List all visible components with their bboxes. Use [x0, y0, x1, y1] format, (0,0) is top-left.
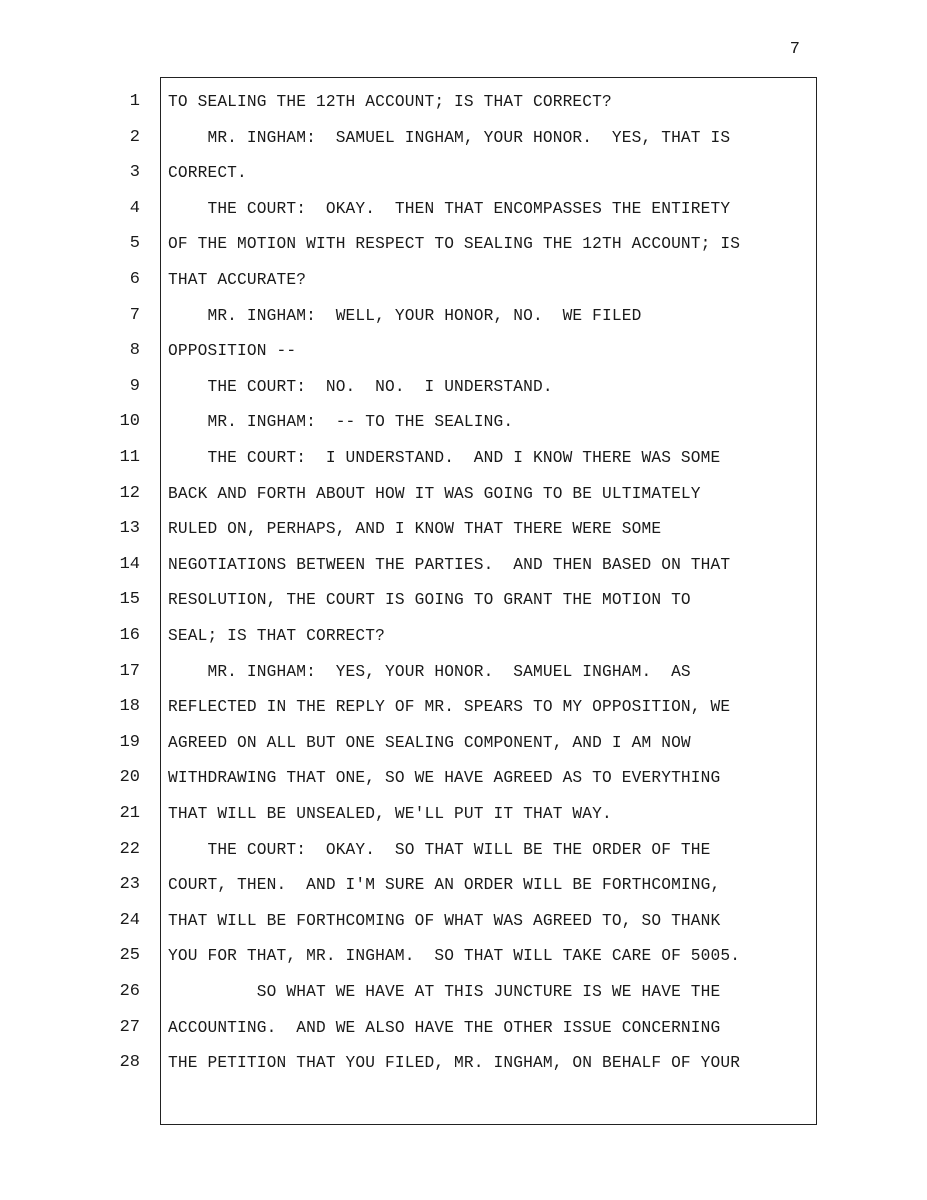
transcript-line: OF THE MOTION WITH RESPECT TO SEALING THE 12TH ACCOUNT; IS: [168, 235, 741, 254]
transcript-line: ACCOUNTING. AND WE ALSO HAVE THE OTHER ISSUE CONCERNING: [168, 1018, 721, 1037]
transcript-line: AGREED ON ALL BUT ONE SEALING COMPONENT, AND I AM NOW: [168, 733, 691, 752]
line-number: 1: [129, 92, 140, 111]
transcript-line: RULED ON, PERHAPS, AND I KNOW THAT THERE WERE SOME: [168, 520, 662, 539]
transcript-line: SO WHAT WE HAVE AT THIS JUNCTURE IS WE HAVE THE: [168, 983, 721, 1001]
transcript-line: THAT ACCURATE?: [168, 271, 307, 289]
line-number: 11: [119, 448, 140, 467]
line-number: 23: [119, 875, 140, 895]
transcript-line: MR. INGHAM: SAMUEL INGHAM, YOUR HONOR. YES, THAT IS: [168, 128, 731, 147]
line-number: 2: [129, 127, 140, 147]
transcript-line: CORRECT.: [168, 164, 247, 183]
transcript-line: COURT, THEN. AND I'M SURE AN ORDER WILL BE FORTHCOMING,: [168, 876, 721, 895]
transcript-line: THAT WILL BE UNSEALED, WE'LL PUT IT THAT WAY.: [168, 805, 612, 823]
transcript-line: REFLECTED IN THE REPLY OF MR. SPEARS TO MY OPPOSITION, WE: [168, 698, 731, 717]
line-number: 22: [119, 839, 140, 859]
line-number: 5: [129, 234, 140, 254]
line-number: 21: [119, 804, 140, 823]
line-number: 12: [119, 483, 140, 503]
transcript-line: THE PETITION THAT YOU FILED, MR. INGHAM, ON BEHALF OF YOUR: [168, 1054, 741, 1073]
line-number: 4: [129, 198, 140, 218]
transcript-line: NEGOTIATIONS BETWEEN THE PARTIES. AND THEN BASED ON THAT: [168, 555, 731, 574]
transcript-line: TO SEALING THE 12TH ACCOUNT; IS THAT CORRECT?: [168, 93, 612, 111]
line-number: 25: [119, 946, 140, 966]
line-number: 13: [119, 519, 140, 539]
line-number: 16: [119, 626, 140, 645]
line-number: 9: [129, 376, 140, 396]
line-number: 27: [119, 1017, 140, 1037]
line-number: 6: [129, 270, 140, 289]
line-number: 26: [119, 982, 140, 1001]
line-number: 15: [119, 590, 140, 610]
transcript-line: THE COURT: OKAY. SO THAT WILL BE THE ORDER OF THE: [168, 840, 711, 859]
line-number: 24: [119, 910, 140, 930]
line-number: 10: [119, 412, 140, 432]
line-number: 3: [129, 163, 140, 183]
line-number: 28: [119, 1053, 140, 1073]
line-number: 7: [129, 305, 140, 325]
transcript-line: OPPOSITION --: [168, 342, 297, 361]
transcript-line: SEAL; IS THAT CORRECT?: [168, 627, 386, 645]
transcript-line: WITHDRAWING THAT ONE, SO WE HAVE AGREED AS TO EVERYTHING: [168, 769, 721, 788]
transcript-line: THE COURT: I UNDERSTAND. AND I KNOW THERE WAS SOME: [168, 449, 721, 467]
transcript-line: MR. INGHAM: YES, YOUR HONOR. SAMUEL INGHAM. AS: [168, 662, 691, 681]
transcript-line: RESOLUTION, THE COURT IS GOING TO GRANT THE MOTION TO: [168, 591, 691, 610]
transcript-line: MR. INGHAM: WELL, YOUR HONOR, NO. WE FILED: [168, 306, 642, 325]
line-number: 18: [119, 697, 140, 717]
line-number: 14: [119, 554, 140, 574]
transcript-line: MR. INGHAM: -- TO THE SEALING.: [168, 413, 514, 432]
transcript-line: THAT WILL BE FORTHCOMING OF WHAT WAS AGREED TO, SO THANK: [168, 911, 721, 930]
transcript-line: THE COURT: OKAY. THEN THAT ENCOMPASSES THE ENTIRETY: [168, 199, 731, 218]
line-number: 17: [119, 661, 140, 681]
transcript-line: THE COURT: NO. NO. I UNDERSTAND.: [168, 377, 553, 396]
line-number: 8: [129, 341, 140, 361]
line-number: 19: [119, 732, 140, 752]
transcript-line: BACK AND FORTH ABOUT HOW IT WAS GOING TO BE ULTIMATELY: [168, 484, 701, 503]
transcript-line: YOU FOR THAT, MR. INGHAM. SO THAT WILL TAKE CARE OF 5005.: [168, 947, 741, 966]
line-number: 20: [119, 768, 140, 788]
page-number: 7: [789, 40, 800, 59]
